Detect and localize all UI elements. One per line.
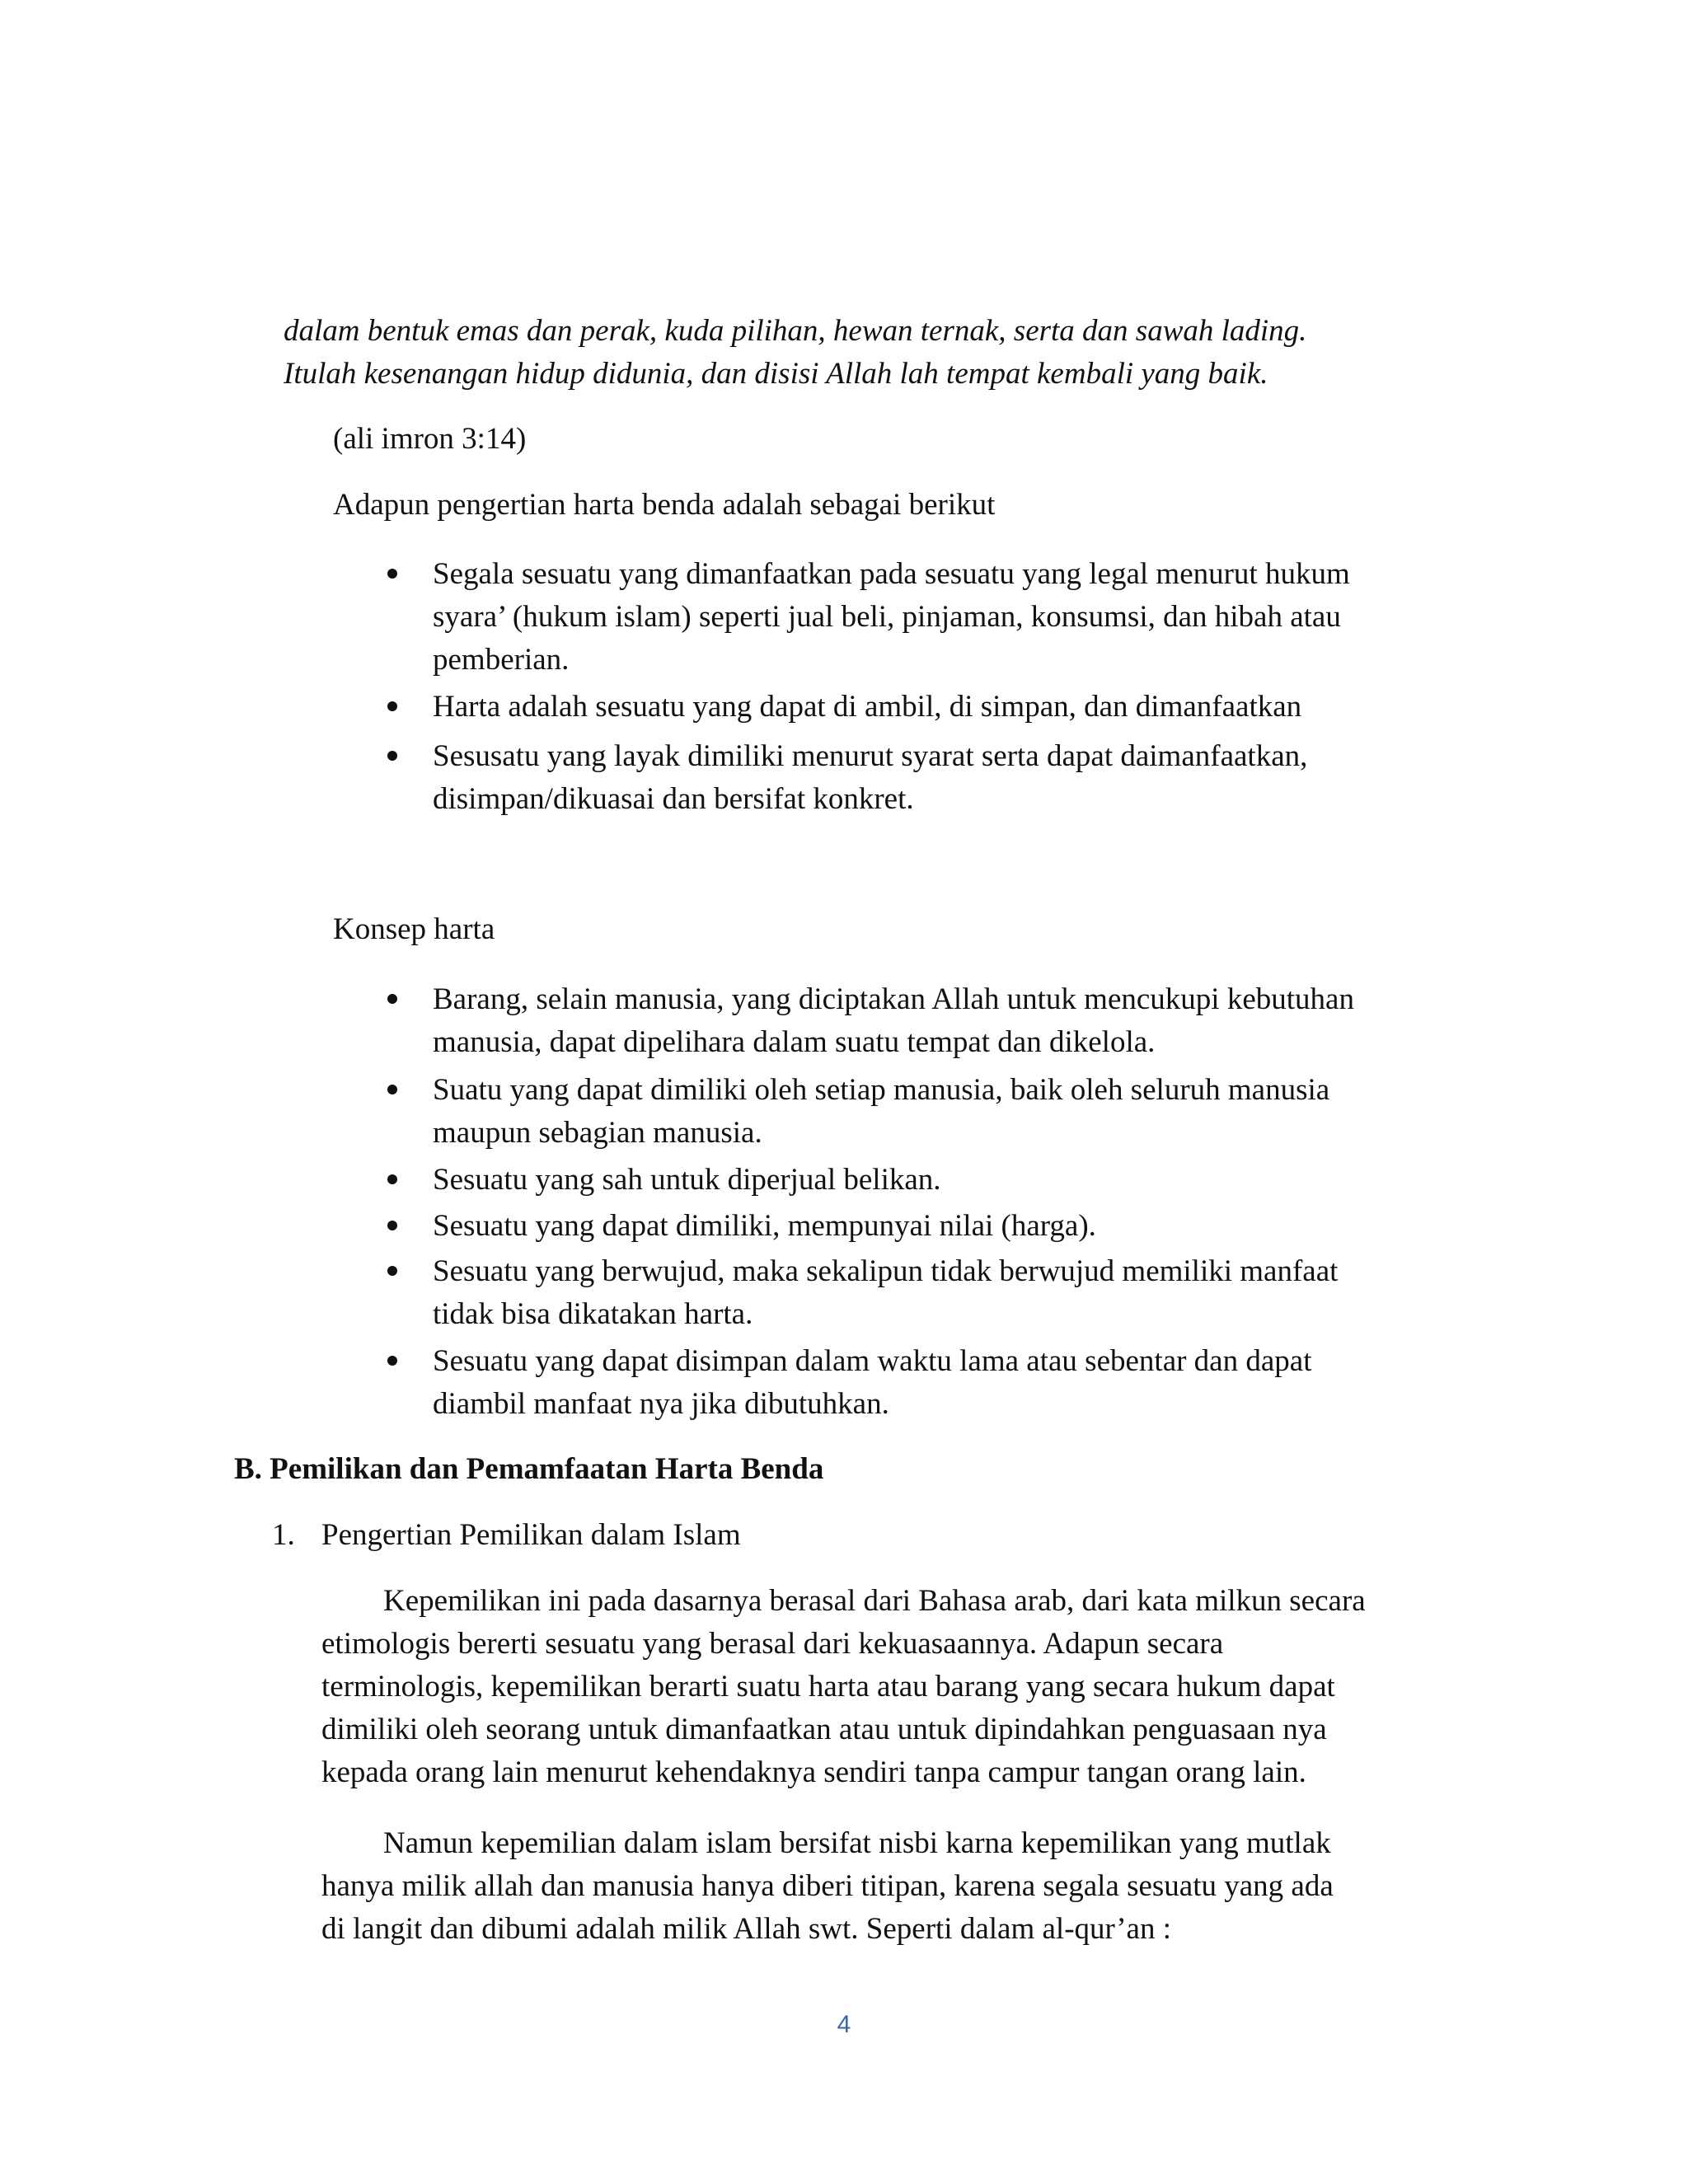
bullet-icon <box>387 751 397 761</box>
bullet-icon <box>387 1085 397 1094</box>
item-title: Pengertian Pemilikan dalam Islam <box>321 1518 741 1552</box>
list-item-line: manusia, dapat dipelihara dalam suatu tempat dan dikelola. <box>433 1025 1156 1059</box>
list-item-line: disimpan/dikuasai dan bersifat konkret. <box>433 782 914 816</box>
list-item-line: maupun sebagian manusia. <box>433 1116 762 1150</box>
bullet-icon <box>387 1221 397 1230</box>
paragraph-line: Kepemilikan ini pada dasarnya berasal dari Bahasa arab, dari kata milkun secara <box>383 1584 1366 1618</box>
section-heading: B. Pemilikan dan Pemamfaatan Harta Benda <box>234 1452 824 1486</box>
paragraph-line: dimiliki oleh seorang untuk dimanfaatkan atau untuk dipindahkan penguasaan nya <box>321 1713 1327 1746</box>
bullet-icon <box>387 1356 397 1366</box>
list-item-line: Sesusatu yang layak dimiliki menurut syarat serta dapat daimanfaatkan, <box>433 739 1308 773</box>
paragraph-line: Namun kepemilian dalam islam bersifat nisbi karna kepemilikan yang mutlak <box>383 1826 1331 1860</box>
bullet-icon <box>387 569 397 579</box>
page-number: 4 <box>837 2011 851 2038</box>
list-item-line: Sesuatu yang dapat disimpan dalam waktu lama atau sebentar dan dapat <box>433 1344 1312 1378</box>
list-item-line: Barang, selain manusia, yang diciptakan Allah untuk mencukupi kebutuhan <box>433 982 1354 1016</box>
list-item-line: Harta adalah sesuatu yang dapat di ambil, di simpan, dan dimanfaatkan <box>433 690 1302 724</box>
quote-line-2: Itulah kesenangan hidup didunia, dan disisi Allah lah tempat kembali yang baik. <box>284 357 1268 391</box>
paragraph-line: hanya milik allah dan manusia hanya diberi titipan, karena segala sesuatu yang ada <box>321 1869 1334 1903</box>
quote-reference: (ali imron 3:14) <box>333 422 527 456</box>
paragraph-line: di langit dan dibumi adalah milik Allah swt. Seperti dalam al-qur’an : <box>321 1912 1171 1946</box>
list-item-line: Sesuatu yang berwujud, maka sekalipun tidak berwujud memiliki manfaat <box>433 1254 1339 1288</box>
paragraph-line: kepada orang lain menurut kehendaknya sendiri tanpa campur tangan orang lain. <box>321 1755 1306 1789</box>
list-item-line: syara’ (hukum islam) seperti jual beli, pinjaman, konsumsi, dan hibah atau <box>433 600 1341 634</box>
quote-line-1: dalam bentuk emas dan perak, kuda pilihan, hewan ternak, serta dan sawah lading. <box>284 314 1307 348</box>
list-item-line: Suatu yang dapat dimiliki oleh setiap manusia, baik oleh seluruh manusia <box>433 1073 1330 1107</box>
list-item-line: pemberian. <box>433 643 570 677</box>
item-number: 1. <box>272 1518 295 1552</box>
list-item-line: diambil manfaat nya jika dibutuhkan. <box>433 1387 889 1421</box>
pengertian-intro: Adapun pengertian harta benda adalah sebagai berikut <box>333 488 996 522</box>
bullet-icon <box>387 701 397 711</box>
paragraph-line: etimologis bererti sesuatu yang berasal dari kekuasaannya. Adapun secara <box>321 1627 1224 1661</box>
list-item-line: Sesuatu yang dapat dimiliki, mempunyai nilai (harga). <box>433 1209 1096 1243</box>
list-item-line: tidak bisa dikatakan harta. <box>433 1297 753 1331</box>
list-item-line: Sesuatu yang sah untuk diperjual belikan. <box>433 1163 941 1197</box>
paragraph-line: terminologis, kepemilikan berarti suatu harta atau barang yang secara hukum dapat <box>321 1670 1335 1704</box>
list-item-line: Segala sesuatu yang dimanfaatkan pada sesuatu yang legal menurut hukum <box>433 557 1350 591</box>
bullet-icon <box>387 994 397 1004</box>
bullet-icon <box>387 1174 397 1184</box>
konsep-title: Konsep harta <box>333 912 495 946</box>
bullet-icon <box>387 1266 397 1276</box>
